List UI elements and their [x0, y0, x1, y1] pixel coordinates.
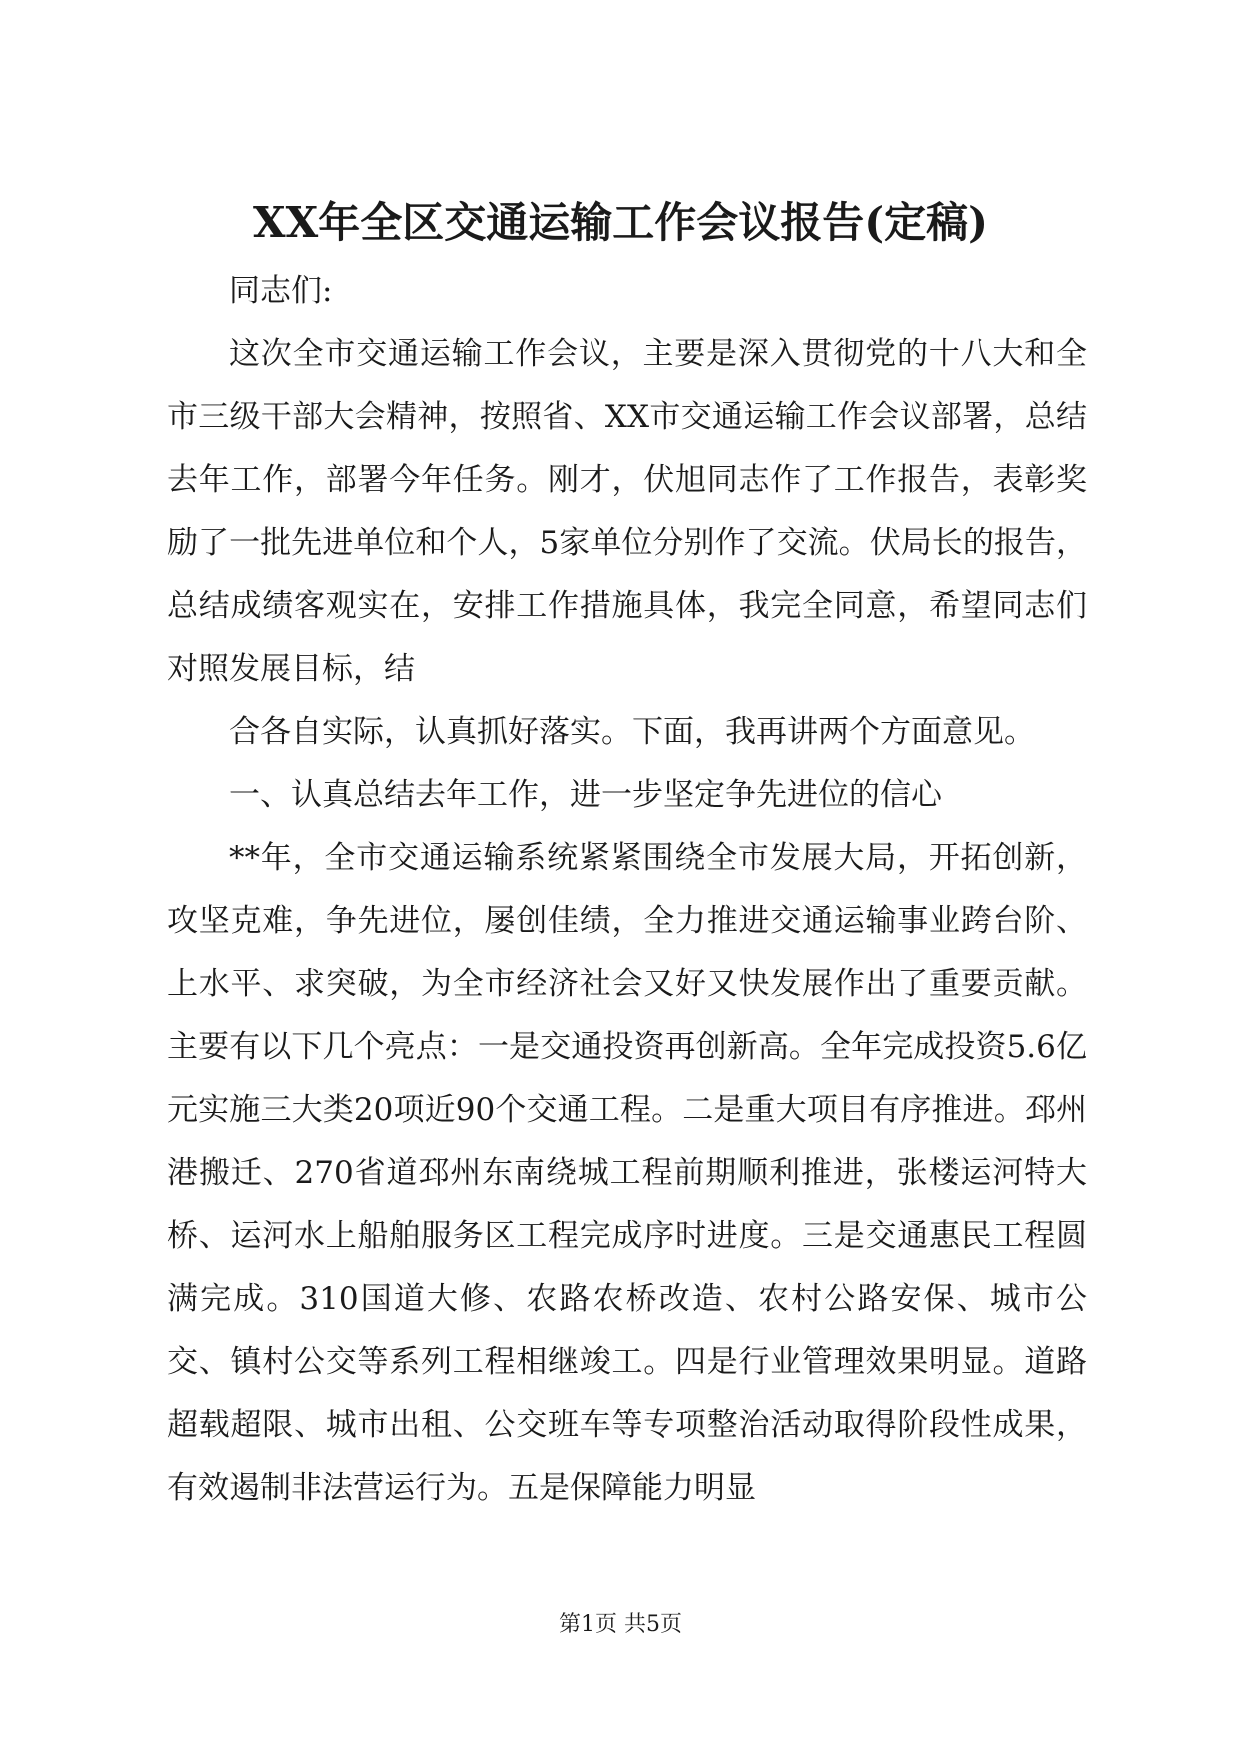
paragraph-continuation: 合各自实际，认真抓好落实。下面，我再讲两个方面意见。 — [229, 714, 1035, 750]
document-title: XX年全区交通运输工作会议报告(定稿) — [253, 198, 988, 247]
paragraph-intro: 这次全市交通运输工作会议，主要是深入贯彻党的十八大和全市三级干部大会精神，按照省、XX市交通运输工作会议部署，总结去年工作，部署今年任务。刚才，伏旭同志作了工作报告，表彰奖励了一批先进单位和个人，5家单位分别作了交流。伏局长的报告，总结成绩客观实在，安排工作措施具体，我完全同意，希望同志们对照发展目标，结 — [167, 336, 1087, 687]
paragraph-achievements: **年，全市交通运输系统紧紧围绕全市发展大局，开拓创新，攻坚克难，争先进位，屡创佳绩，全力推进交通运输事业跨台阶、上水平、求突破，为全市经济社会又好又快发展作出了重要贡献。主要有以下几个亮点：一是交通投资再创新高。全年完成投资5.6亿元实施三大类20项近90个交通工程。二是重大项目有序推进。邳州港搬迁、270省道邳州东南绕城工程前期顺利推进，张楼运河特大桥、运河水上船舶服务区工程完成序时进度。三是交通惠民工程圆满完成。310国道大修、农路农桥改造、农村公路安保、城市公交、镇村公交等系列工程相继竣工。四是行业管理效果明显。道路超载超限、城市出租、公交班车等专项整治活动取得阶段性成果，有效遏制非法营运行为。五是保障能力明显 — [167, 840, 1087, 1506]
document-body — [167, 260, 1087, 1520]
page-number-footer: 第1页 共5页 — [559, 1612, 682, 1637]
section-heading: 一、认真总结去年工作，进一步坚定争先进位的信心 — [229, 777, 942, 813]
salutation: 同志们: — [229, 273, 333, 309]
